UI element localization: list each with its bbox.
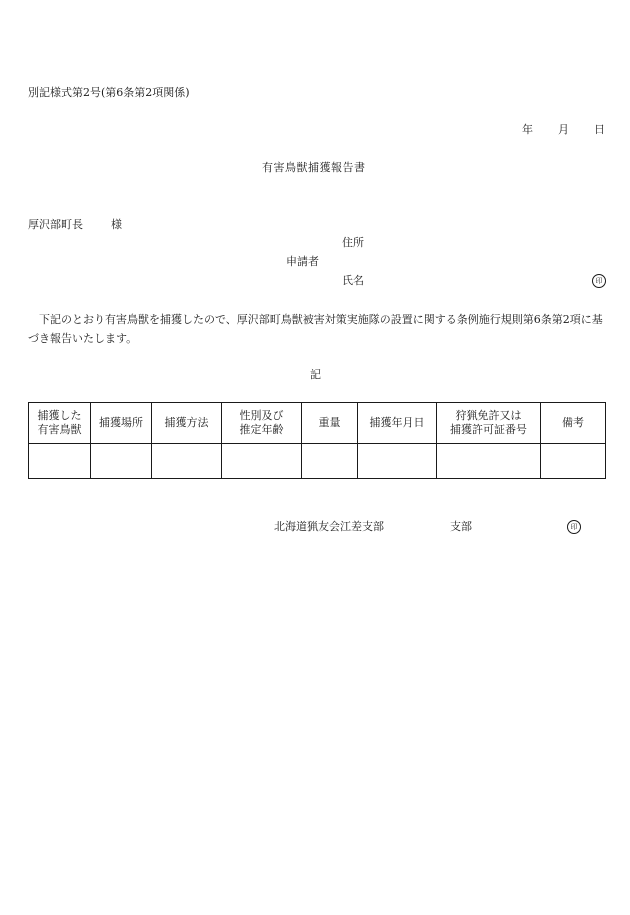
form-reference: 別記様式第2号(第6条第2項関係) [28, 86, 190, 99]
document-title: 有害鳥獣捕獲報告書 [262, 161, 366, 174]
footer-branch-label: 支部 [450, 520, 472, 533]
header-captured-animal: 捕獲した 有害鳥獣 [29, 403, 91, 444]
header-remarks: 備考 [541, 403, 606, 444]
cell-capture-date[interactable] [358, 444, 437, 479]
cell-capture-method[interactable] [152, 444, 222, 479]
cell-captured-animal[interactable] [29, 444, 91, 479]
header-weight: 重量 [302, 403, 358, 444]
date-line [0, 123, 630, 137]
applicant-label: 申請者 [286, 255, 319, 268]
footer-seal-mark: 印 [567, 520, 581, 534]
header-capture-date: 捕獲年月日 [358, 403, 437, 444]
date-year-label: 年 [522, 123, 533, 136]
body-paragraph: 下記のとおり有害鳥獣を捕獲したので、厚沢部町鳥獣被害対策実施隊の設置に関する条例施行規則第6条第2項に基づき報告いたします。 [28, 313, 603, 345]
addressee-honorific: 様 [111, 218, 122, 231]
ki-heading: 記 [310, 368, 321, 381]
header-capture-location: 捕獲場所 [91, 403, 152, 444]
cell-sex-estimated-age[interactable] [222, 444, 302, 479]
applicant-seal-mark: 印 [592, 274, 606, 288]
applicant-name-label: 氏名 [342, 274, 364, 287]
header-license-number: 狩猟免許又は 捕獲許可証番号 [437, 403, 541, 444]
table-header-row [29, 403, 606, 444]
header-sex-estimated-age: 性別及び 推定年齢 [222, 403, 302, 444]
cell-license-number[interactable] [437, 444, 541, 479]
date-month-label: 月 [558, 123, 569, 136]
capture-report-table [28, 402, 606, 479]
cell-capture-location[interactable] [91, 444, 152, 479]
date-day-label: 日 [594, 123, 605, 136]
addressee-name: 厚沢部町長 [28, 218, 83, 231]
applicant-address-label: 住所 [342, 236, 364, 249]
header-capture-method: 捕獲方法 [152, 403, 222, 444]
cell-weight[interactable] [302, 444, 358, 479]
cell-remarks[interactable] [541, 444, 606, 479]
table-row [29, 444, 606, 479]
footer-association: 北海道猟友会江差支部 [274, 520, 384, 533]
